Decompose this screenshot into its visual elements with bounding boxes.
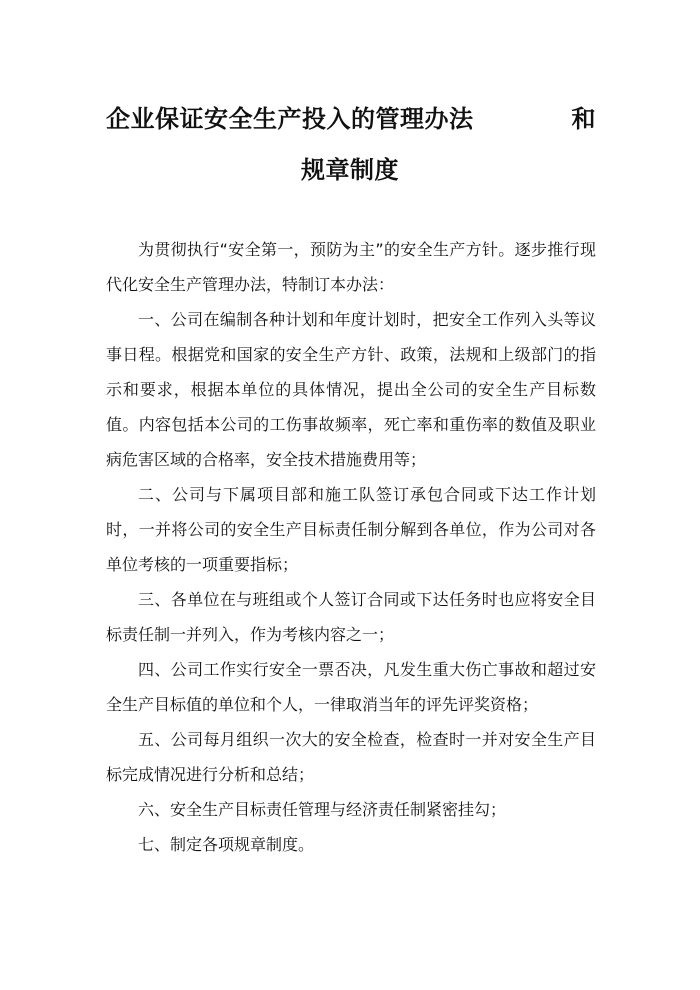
clause-1-paragraph: 一、公司在编制各种计划和年度计划时，把安全工作列入头等议事日程。根据党和国家的安全生产方针、政策，法规和上级部门的指示和要求，根据本单位的具体情况，提出全公司的安全生产目标数值。内容包括本公司的工伤事故频率，死亡率和重伤率的数值及职业病危害区域的合格率，安全技术措施费用等； — [106, 310, 596, 469]
document-body — [106, 232, 596, 862]
clause-2-paragraph: 二、公司与下属项目部和施工队签订承包合同或下达工作计划时，一并将公司的安全生产目标责任制分解到各单位，作为公司对各单位考核的一项重要指标； — [106, 485, 596, 574]
clause-4-paragraph: 四、公司工作实行安全一票否决，凡发生重大伤亡事故和超过安全生产目标值的单位和个人，一律取消当年的评先评奖资格； — [106, 660, 596, 714]
document-title-second: 规章制度 — [301, 156, 399, 184]
document-title-and: 和 — [571, 104, 596, 133]
clause-7-paragraph: 七、制定各项规章制度。 — [138, 835, 315, 854]
intro-paragraph: 为贯彻执行“安全第一，预防为主”的安全生产方针。逐步推行现代化安全生产管理办法，特制订本办法： — [106, 240, 596, 294]
clause-5-paragraph: 五、公司每月组织一次大的安全检查，检查时一并对安全生产目标完成情况进行分析和总结； — [106, 730, 596, 784]
document-title-line1 — [106, 96, 596, 136]
clause-3-paragraph: 三、各单位在与班组或个人签订合同或下达任务时也应将安全目标责任制一并列入，作为考核内容之一； — [106, 590, 596, 644]
document-title-main: 企业保证安全生产投入的管理办法 — [106, 104, 474, 133]
clause-6-paragraph: 六、安全生产目标责任管理与经济责任制紧密挂勾； — [138, 800, 507, 819]
